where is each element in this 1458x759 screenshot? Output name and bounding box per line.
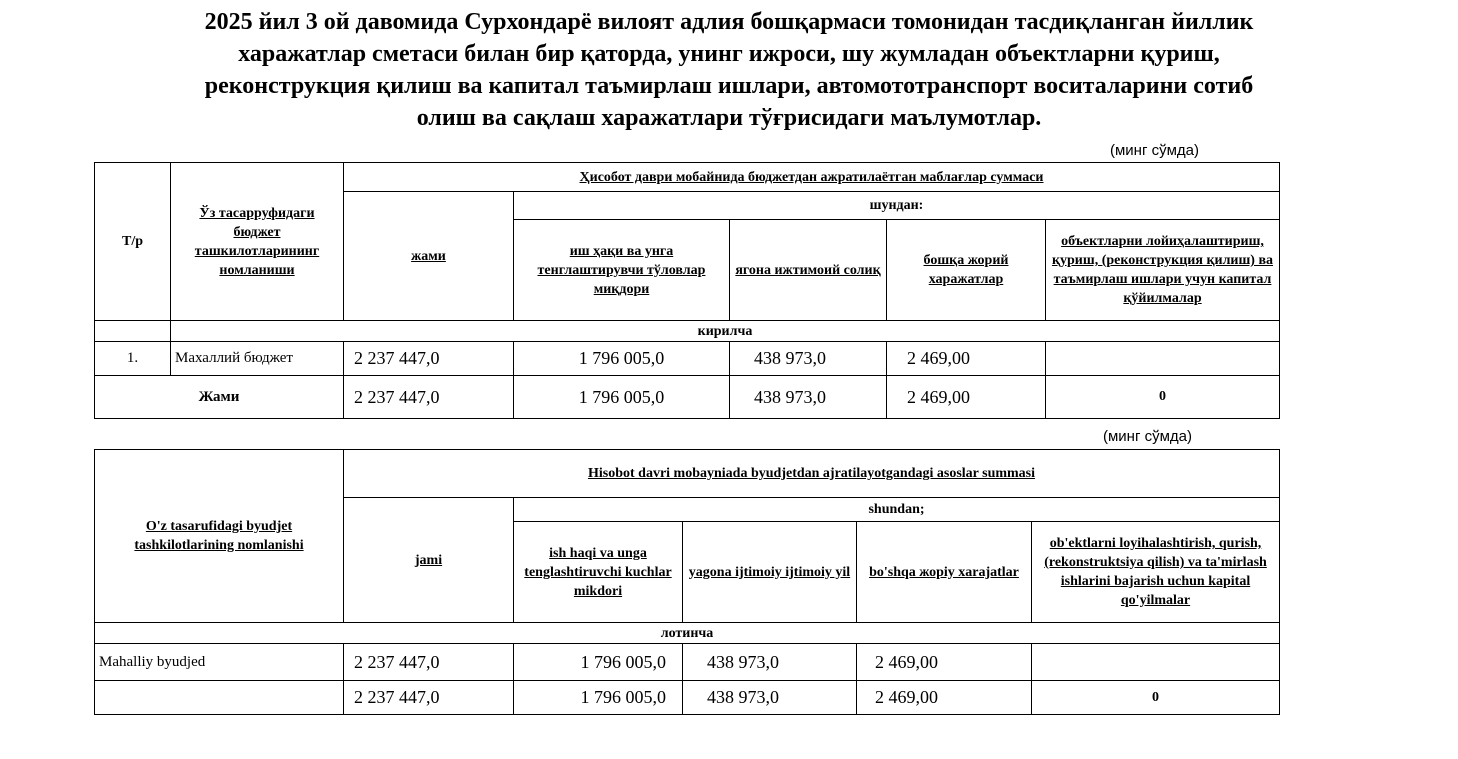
table-row	[95, 342, 1280, 376]
row-other: 2 469,00	[887, 342, 1046, 376]
row-total: 2 237 447,0	[344, 342, 514, 376]
row-wages: 1 796 005,0	[514, 644, 683, 681]
title-line-4: олиш ва сақлаш харажатлари тўғрисидаги маълумотлар.	[416, 105, 1042, 131]
total-label: Жами	[95, 376, 344, 419]
row-other: 2 469,00	[857, 644, 1032, 681]
total-other: 2 469,00	[857, 681, 1032, 715]
total-row	[95, 681, 1280, 715]
header-social-tax: ягона ижтимоий солиқ	[730, 220, 887, 321]
header-group: Ҳисобот даври мобайнида бюджетдан ажратилаётган маблағлар суммаси	[344, 163, 1280, 192]
total-total: 2 237 447,0	[344, 376, 514, 419]
total-capital: 0	[1032, 681, 1280, 715]
total-other: 2 469,00	[887, 376, 1046, 419]
header-wages: ish haqi va unga tenglashtiruvchi kuchlar mikdori	[514, 522, 683, 623]
title-line-2: харажатлар сметаси билан бир қаторда, унинг ижроси, шу жумладан объектларни қуриш,	[238, 41, 1220, 67]
row-num: 1.	[95, 342, 171, 376]
table-latin	[94, 449, 1280, 715]
section-label: кирилча	[171, 321, 1280, 342]
total-row	[95, 376, 1280, 419]
row-social: 438 973,0	[683, 644, 857, 681]
row-capital	[1046, 342, 1280, 376]
table-cyrillic	[94, 162, 1280, 419]
header-total: jami	[344, 498, 514, 623]
title-line-1: 2025 йил 3 ой давомида Сурхондарё вилоят адлия бошқармаси томонидан тасдиқланган йиллик	[204, 9, 1254, 35]
header-of-which: шундан:	[514, 192, 1280, 220]
header-other-expenses: бошқа жорий харажатлар	[887, 220, 1046, 321]
total-wages: 1 796 005,0	[514, 681, 683, 715]
total-capital: 0	[1046, 376, 1280, 419]
section-spacer	[95, 321, 171, 342]
header-other-expenses: bo'shqa жорiy xarajatlar	[857, 522, 1032, 623]
header-of-which: shundan;	[514, 498, 1280, 522]
total-label	[95, 681, 344, 715]
row-capital	[1032, 644, 1280, 681]
header-group: Hisobot davri mobayniada byudjetdan ajratilayotgandagi asoslar summasi	[344, 450, 1280, 498]
total-social: 438 973,0	[683, 681, 857, 715]
header-org-name: O'z tasarufidagi byudjet tashkilotlarining nomlanishi	[95, 450, 344, 623]
header-org-name: Ўз тасарруфидаги бюджет ташкилотларининг номланиши	[171, 163, 344, 321]
unit-label-latin: (минг сўмда)	[1103, 428, 1193, 445]
row-org: Mahalliy byudjed	[95, 644, 344, 681]
header-capital: объектларни лойиҳалаштириш, қуриш, (реконструкция қилиш) ва таъмирлаш ишлари учун капитал қўйилмалар	[1046, 220, 1280, 321]
row-total: 2 237 447,0	[344, 644, 514, 681]
unit-label-cyrillic: (минг сўмда)	[1110, 142, 1200, 159]
page-title	[0, 6, 1458, 134]
total-social: 438 973,0	[730, 376, 887, 419]
header-social-tax: yagona ijtimoiy ijtimoiy yil	[683, 522, 857, 623]
total-wages: 1 796 005,0	[514, 376, 730, 419]
header-total: жами	[344, 192, 514, 321]
row-org: Махаллий бюджет	[171, 342, 344, 376]
header-wages: иш ҳақи ва унга тенглаштирувчи тўловлар миқдори	[514, 220, 730, 321]
header-num: Т/р	[95, 163, 171, 321]
table-row	[95, 644, 1280, 681]
title-line-3: реконструкция қилиш ва капитал таъмирлаш ишлари, автомототранспорт воситаларини сотиб	[204, 73, 1254, 99]
row-wages: 1 796 005,0	[514, 342, 730, 376]
header-capital: ob'ektlarni loyihalashtirish, qurish, (rekonstruktsiya qilish) va ta'mirlash ishlarini bajarish uchun kapital qo'yilmalar	[1032, 522, 1280, 623]
section-label: лотинча	[95, 623, 1280, 644]
total-total: 2 237 447,0	[344, 681, 514, 715]
row-social: 438 973,0	[730, 342, 887, 376]
